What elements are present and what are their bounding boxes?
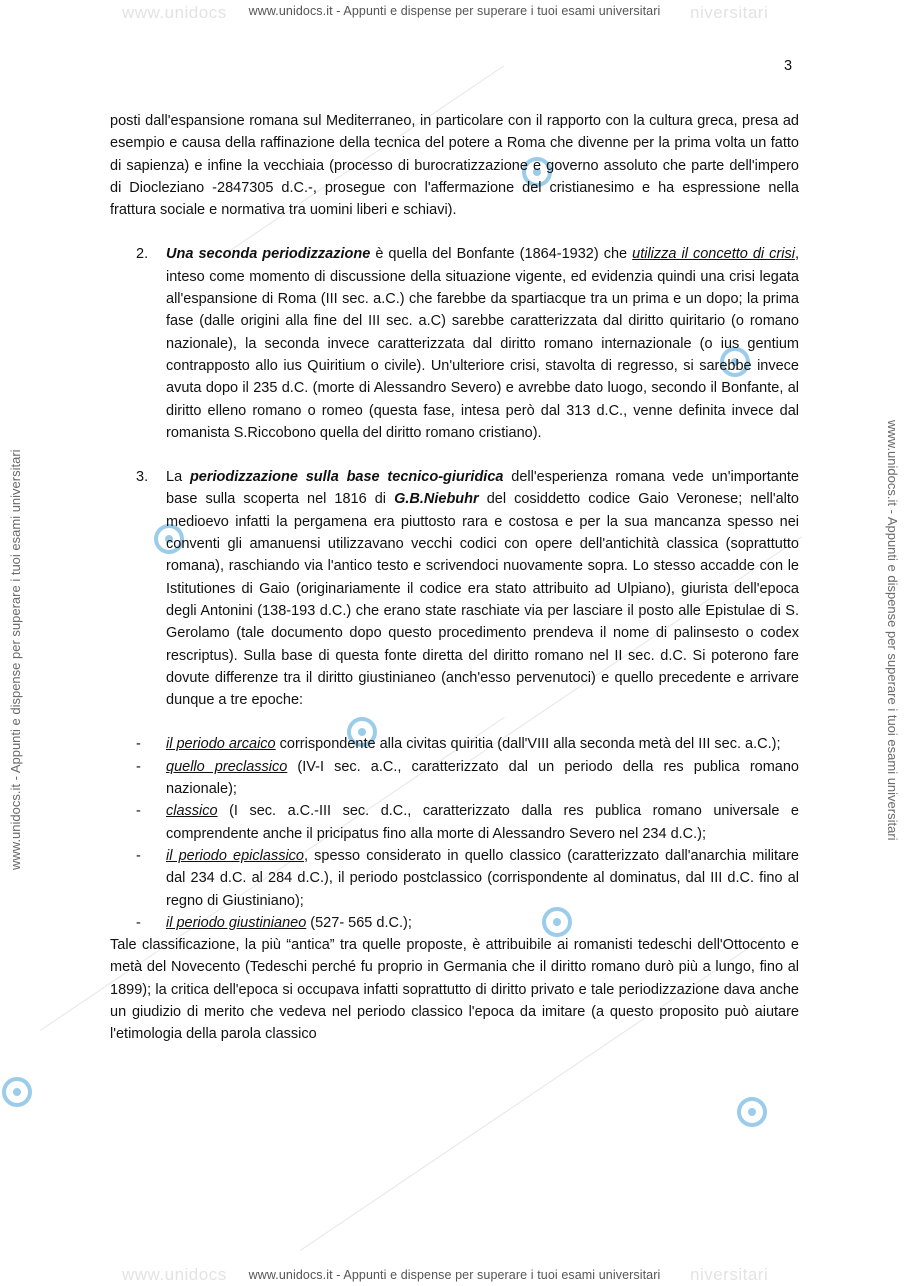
epoch-text: , spesso considerato in quello classico (caratterizzato dall'anarchia militare dal 234 d.C. al 284 d.C.), il periodo postclassico (corrispondente al dominatus, dal III d.C. fino al regno di Giustiniano); — [166, 847, 799, 909]
epoch-label: quello preclassico — [166, 758, 288, 775]
watermark-side-right: www.unidocs.it - Appunti e dispense per superare i tuoi esami universitari — [885, 420, 900, 841]
watermark-logo-icon — [735, 1095, 769, 1129]
watermark-ghost-left: www.unidocs — [122, 3, 227, 22]
watermark-logo-icon — [0, 1075, 34, 1109]
epoch-label: il periodo arcaico — [166, 736, 276, 753]
dash-bullet: - — [136, 914, 141, 931]
epoch-label: il periodo giustinianeo — [166, 914, 307, 931]
list-item-3 — [110, 466, 799, 711]
epoch-item — [110, 912, 799, 934]
epoch-item — [110, 800, 799, 845]
bold-term: Una seconda periodizzazione — [166, 246, 371, 263]
bold-term: periodizzazione sulla base tecnico-giuridica — [189, 469, 504, 486]
epoch-text: (IV-I sec. a.C., caratterizzato dal un periodo della res publica romano nazionale); — [166, 758, 799, 798]
epoch-text: (527- 565 d.C.); — [306, 914, 412, 931]
list-number: 3. — [136, 469, 149, 486]
watermark-side-left: www.unidocs.it - Appunti e dispense per superare i tuoi esami universitari — [8, 449, 23, 870]
watermark-ghost-right: niversitari — [690, 1265, 769, 1284]
list-item-text — [166, 466, 799, 711]
text-run: La — [166, 469, 190, 486]
document-body — [110, 110, 799, 1046]
watermark-ghost-left: www.unidocs — [122, 1265, 227, 1284]
epoch-item — [110, 756, 799, 801]
dash-bullet: - — [136, 758, 141, 775]
closing-paragraph: Tale classificazione, la più “antica” tra quelle proposte, è attribuibile ai romanisti tedeschi dell'Ottocento e metà del Novecento (Tedeschi perché fu proprio in Germania che il diritto romano durò più a lungo, fino al 1899); la critica dell'epoca si occupava infatti soprattutto di diritto privato e tale periodizzazione dava anche un giudizio di merito che vedeva nel periodo classico l'epoca da imitare (a questo proposito può aiutare l'etimologia della parola classico — [110, 937, 799, 1043]
text-run: dell'esperienza romana vede un'importante base sulla scoperta nel 1816 di — [166, 469, 799, 508]
dash-bullet: - — [136, 803, 141, 820]
page-number: 3 — [784, 58, 793, 74]
list-item-2 — [110, 243, 799, 444]
list-item-text — [166, 243, 799, 444]
epoch-text: corrispondente alla civitas quiritia (dall'VIII alla seconda metà del III sec. a.C.); — [275, 736, 781, 753]
epoch-item — [110, 845, 799, 912]
list-number: 2. — [136, 246, 149, 263]
dash-bullet: - — [136, 847, 141, 864]
text-run: , inteso come momento di discussione della situazione vigente, ed evidenzia quindi una crisi legata all'espansione di Roma (III sec. a.C.) che farebbe da spartiacque tra un prima e un dopo; la prima fase (dalle origini alla fine del III sec. a.C) sarebbe caratterizzata dal diritto quiritario (o romano nazionale), la seconda invece caratterizzata dal diritto romano internazionale (o ius gentium contrapposto allo ius Quiritium o civile). Un'ulteriore crisi, stavolta di regresso, si sarebbe invece avuta dopo il 235 d.C. (morte di Alessandro Severo) e avrebbe dato luogo, secondo il Bonfante, al diritto elleno romano o romeo (questa fase, intesa però dal 313 d.C., venne definita invece dal romanista S.Riccobono quella del diritto romano cristiano). — [166, 246, 799, 441]
watermark-header: www.unidocs.it - Appunti e dispense per superare i tuoi esami universitari — [248, 4, 661, 18]
text-run: è quella del Bonfante (1864-1932) che — [370, 246, 633, 263]
dash-bullet: - — [136, 736, 141, 753]
epoch-label: classico — [166, 803, 218, 820]
bold-name: G.B.Niebuhr — [394, 491, 479, 508]
epoch-label: il periodo epiclassico — [166, 847, 304, 864]
underlined-term: utilizza il concetto di crisi — [632, 246, 795, 263]
epoch-text: (I sec. a.C.-III sec. d.C., caratterizzato dalla res publica romano universale e comprendente anche il pricipatus fino alla morte di Alessandro Severo nel 234 d.C.); — [166, 803, 799, 842]
watermark-ghost-right: niversitari — [690, 3, 769, 22]
intro-paragraph: posti dall'espansione romana sul Mediterraneo, in particolare con il rapporto con la cultura greca, presa ad esempio e causa della raffinazione della tecnica del potere a Roma che divenne per la prima volta un fatto di sapienza) e infine la vecchiaia (processo di burocratizzazione e governo assoluto che parte dell'impero di Diocleziano -2847305 d.C.-, prosegue con l'affermazione del cristianesimo e ha espressione nella frattura sociale e normativa tra uomini liberi e schiavi). — [110, 113, 799, 219]
watermark-footer: www.unidocs.it - Appunti e dispense per superare i tuoi esami universitari — [248, 1268, 661, 1282]
epoch-item — [110, 733, 799, 755]
epochs-list — [110, 733, 799, 934]
text-run: del cosiddetto codice Gaio Veronese; nell'alto medioevo infatti la pergamena era piuttosto rara e costosa e per la sua mancanza spesso nei conventi gli amanuensi utilizzavano vecchi codici con opere dell'antichità classica (soprattutto romana), raschiando via l'antico testo e scrivendoci nuovamente sopra. Lo stesso accadde con le Istitutiones di Gaio (originariamente il codice era stato attribuito ad Ulpiano), giurista dell'epoca degli Antonini (138-193 d.C.) che erano state raschiate via per lasciare il posto alle Epistulae di S. Gerolamo (tale documento dopo questo procedimento prendeva il nome di palinsesto o codex rescriptus). Sulla base di questa fonte diretta del diritto romano nel II sec. d.C. Si poterono fare dovute differenze tra il diritto giustinianeo (anch'esso pervenutoci) e quello precedente e arrivare dunque a tre epoche: — [166, 491, 799, 709]
